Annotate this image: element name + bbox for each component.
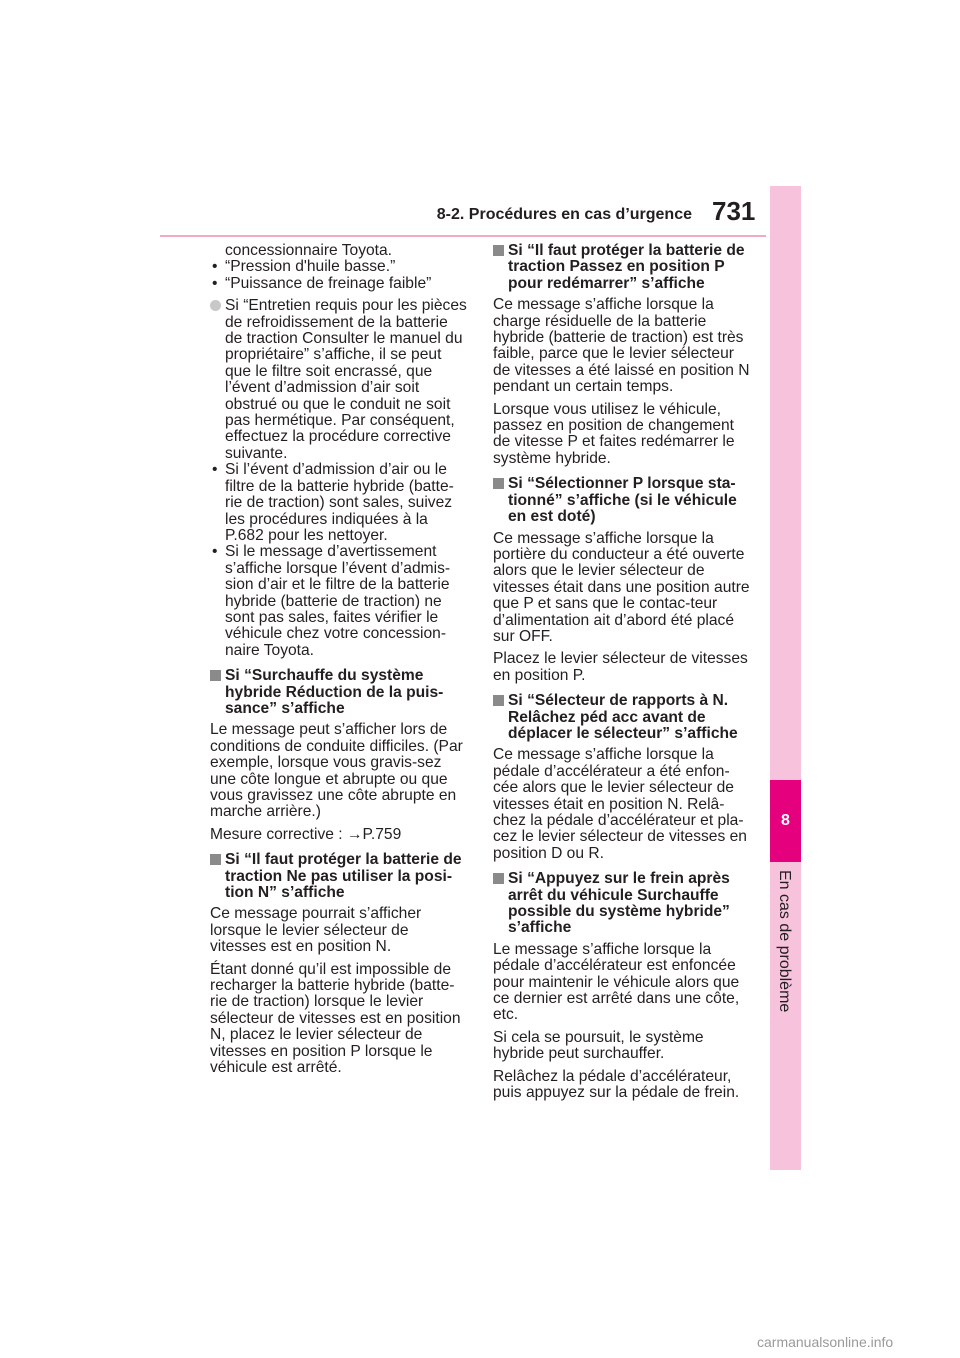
square-bullet-icon [493, 873, 504, 884]
chapter-number: 8 [770, 780, 801, 862]
bullet-dot: • [212, 461, 218, 479]
square-bullet-icon [210, 854, 221, 865]
section-heading: Si “Il faut protéger la batterie de traction Ne pas utiliser la posi-tion N” s’affiche [210, 852, 468, 901]
paragraph: Le message s’affiche lorsque la pédale d’accélérateur est enfoncée pour maintenir le véhicule alors que ce dernier est arrêté dans une côte, etc. [493, 940, 740, 1024]
maintenance-note: Si “Entretien requis pour les pièces de refroidissement de la batterie de traction Consulter le manuel du propriétaire” s’affiche, il se peut que le filtre soit encrassé, que l’évent d’admission d’air soit obstrué ou que le conduit ne soit pas hermétique. Par conséquent, effectuez la procédure corrective suivante. [210, 298, 468, 462]
intro-continuation: concessionnaire Toyota. [225, 242, 393, 259]
bullet-dot: • [212, 274, 218, 292]
square-bullet-icon [210, 670, 221, 681]
list-item: • Si l’évent d’admission d’air ou le filtre de la batterie hybride (batte-rie de traction) sont sales, suivez les procédures indiquées à la P.682 pour les nettoyer. [212, 461, 454, 544]
paragraph: Relâchez la pédale d’accélérateur, puis appuyez sur la pédale de frein. [493, 1067, 740, 1102]
square-bullet-icon [493, 695, 504, 706]
section-heading: Si “Sélecteur de rapports à N. Relâchez péd acc avant de déplacer le sélecteur” s’affiche [493, 693, 751, 742]
bullet-dot: • [212, 258, 218, 276]
section-heading: Si “Il faut protéger la batterie de traction Passez en position P pour redémarrer” s’affiche [493, 243, 751, 292]
paragraph: Ce message s’affiche lorsque la charge résiduelle de la batterie hybride (batterie de traction) est très faible, parce que le levier sélecteur de vitesses a été laissé en position N pendant un certain temps. [493, 296, 750, 396]
paragraph: Étant donné qu’il est impossible de recharger la batterie hybride (batte-rie de traction) lorsque le levier sélecteur de vitesses est en position N, placez le levier sélecteur de vitesses en position P lorsque le véhicule est arrêté. [210, 960, 461, 1077]
paragraph: Si cela se poursuit, le système hybride peut surchauffer. [493, 1028, 704, 1063]
chapter-label: En cas de problème [776, 870, 793, 1013]
watermark: carmanualsonline.info [757, 1334, 894, 1350]
header-divider [160, 235, 766, 237]
paragraph: Ce message pourrait s’afficher lorsque le levier sélecteur de vitesses est en position N. [210, 905, 422, 956]
list-item: • “Pression d'huile basse.” [212, 258, 396, 276]
square-bullet-icon [493, 478, 504, 489]
list-item: • Si le message d’avertissement s’affiche lorsque l’évent d’admis-sion d’air et le filtre de la batterie hybride (batterie de traction) ne sont pas sales, faites vérifier le véhicule chez votre concession-naire Toyota. [212, 543, 451, 659]
list-item: • “Puissance de freinage faible” [212, 274, 432, 292]
section-heading: Si “Sélectionner P lorsque sta-tionné” s’affiche (si le véhicule en est doté) [493, 476, 751, 525]
paragraph: Le message peut s’afficher lors de conditions de conduite difficiles. (Par exemple, lorsque vous gravis-sez une côte longue et abrupte ou que vous gravissez une côte abrupte en marche arrière.) [210, 721, 463, 821]
square-bullet-icon [493, 245, 504, 256]
page-number: 731 [712, 196, 756, 226]
section-heading: Si “Surchauffe du système hybride Réduction de la puis-sance” s’affiche [210, 668, 468, 717]
left-column [210, 243, 468, 1077]
paragraph: Lorsque vous utilisez le véhicule, passez en position de changement de vitesse P et faites redémarrer le système hybride. [493, 400, 735, 467]
right-column [493, 243, 751, 1102]
chapter-side-tab [770, 186, 801, 1170]
paragraph: Ce message s’affiche lorsque la portière du conducteur a été ouverte alors que le levier sélecteur de vitesses était dans une position autre que P et sans que le contac-teur d’alimentation ait d’abord été placé sur OFF. [493, 529, 750, 645]
section-heading: Si “Appuyez sur le frein après arrêt du véhicule Surchauffe possible du système hybride” s’affiche [493, 871, 751, 937]
circle-bullet-icon [210, 300, 221, 311]
section-title: 8-2. Procédures en cas d’urgence [436, 206, 692, 223]
paragraph: Ce message s’affiche lorsque la pédale d’accélérateur a été enfon-cée alors que le levier sélecteur de vitesses était en position N. Relâ-chez la pédale d’accélérateur et pla-cez le levier sélecteur de vitesses en position D ou R. [493, 746, 747, 862]
paragraph: Mesure corrective : →P.759 [210, 825, 402, 843]
bullet-dot: • [212, 543, 218, 561]
paragraph: Placez le levier sélecteur de vitesses en position P. [493, 650, 748, 684]
